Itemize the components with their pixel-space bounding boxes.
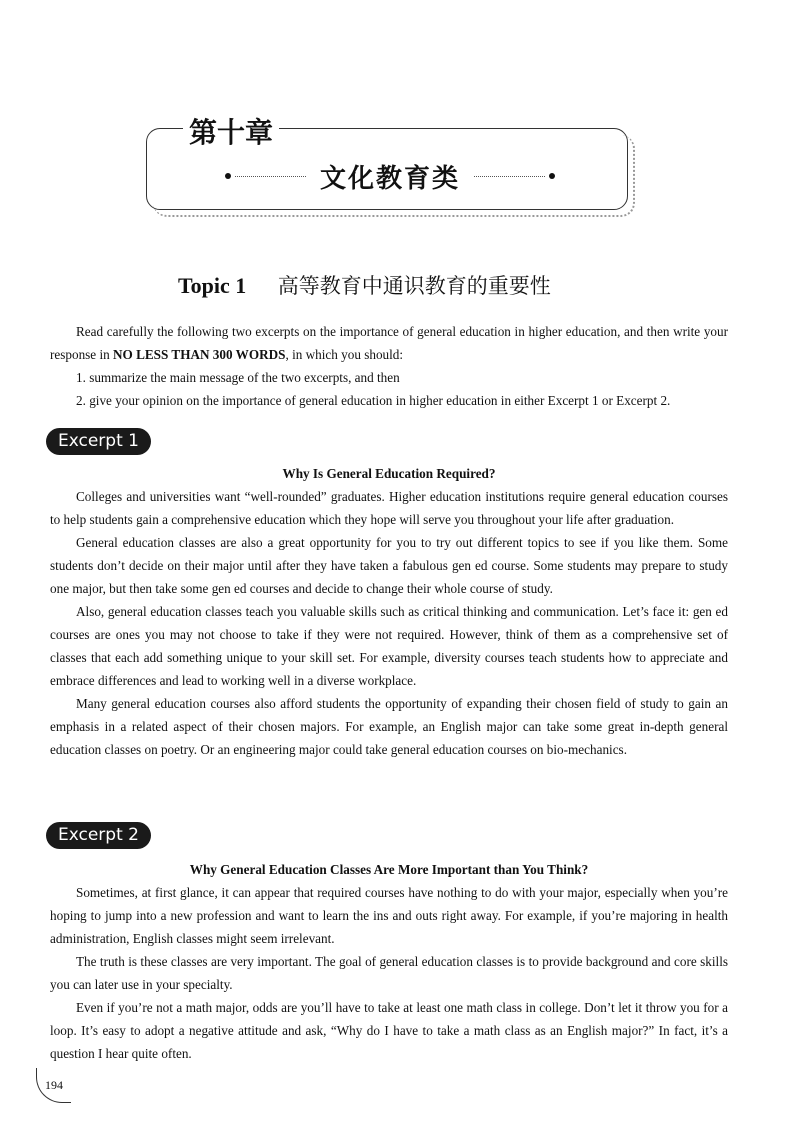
excerpt-1-badge: Excerpt 1 [46,428,151,455]
topic-label: Topic 1 [178,273,247,298]
bullet-dot-icon [225,173,231,179]
excerpt-2-badge-wrap [46,822,151,849]
dotted-rule [235,176,306,177]
excerpt-1-paragraph: Colleges and universities want “well-rounded” graduates. Higher education institutions require general education courses to help students gain a comprehensive education which they hope will serve you throughout your life after graduation. [50,489,728,527]
excerpt-2 [50,858,728,1065]
excerpt-1-paragraph: Many general education courses also afford students the opportunity of expanding their chosen field of study to gain an emphasis in a related aspect of their chosen majors. For example, an English major can take some great in-depth general education classes on poetry. Or an engineering major could take general education courses on bio-mechanics. [50,696,728,757]
topic-title [178,270,551,300]
chapter-number: 第十章 [183,111,279,151]
instruction-paragraph [50,320,728,366]
instruction-text-end: , in which you should: [285,347,404,362]
excerpt-1-badge-wrap [46,428,151,455]
excerpt-1-paragraph: General education classes are also a great opportunity for you to try out different topics to see if you like them. Some students don’t decide on their major until after they have taken a fabulous gen ed course. Some students may prepare to study one major, but then take some gen ed courses and decide to change their whole course of study. [50,535,728,596]
excerpt-2-paragraph: The truth is these classes are very important. The goal of general education classes is to provide background and core skills you can later use in your specialty. [50,954,728,992]
word-limit: NO LESS THAN 300 WORDS [113,347,286,362]
excerpt-1-paragraph: Also, general education classes teach you valuable skills such as critical thinking and communication. Let’s face it: gen ed courses are ones you may not choose to take if they were not required. However, think of them as a comprehensive set of classes that each add something unique to your skill set. For example, diversity courses teach students how to appreciate and embrace differences and lead to working well in a diverse workplace. [50,604,728,688]
instruction-item: 2. give your opinion on the importance of general education in higher education in either Excerpt 1 or Excerpt 2. [76,393,671,408]
instruction-item: 1. summarize the main message of the two excerpts, and then [76,370,400,385]
excerpt-2-badge: Excerpt 2 [46,822,151,849]
chapter-title: 文化教育类 [320,163,461,194]
chapter-header-box [146,116,628,210]
topic-title-zh: 高等教育中通识教育的重要性 [277,274,551,298]
instruction-text: Read carefully the following two excerpts on the importance of general education in higher education, and then write your response in [50,324,728,362]
chapter-title-row [225,159,555,193]
bullet-dot-icon [549,173,555,179]
excerpt-1-heading: Why Is General Education Required? [282,466,496,481]
excerpt-1 [50,462,728,761]
excerpt-2-heading: Why General Education Classes Are More Important than You Think? [189,862,589,877]
excerpt-2-paragraph: Sometimes, at first glance, it can appear that required courses have nothing to do with your major, especially when you’re hoping to jump into a new profession and want to learn the ins and outs right away. For example, if you’re majoring in health administration, English classes might seem irrelevant. [50,885,728,946]
instructions [50,320,728,412]
excerpt-2-paragraph: Even if you’re not a math major, odds are you’ll have to take at least one math class in college. Don’t let it throw you for a loop. It’s easy to adopt a negative attitude and ask, “Why do I have to take a math class as an English major?” In fact, it’s a question I hear quite often. [50,1000,728,1061]
page-number: 194 [36,1068,71,1103]
dotted-rule [474,176,545,177]
